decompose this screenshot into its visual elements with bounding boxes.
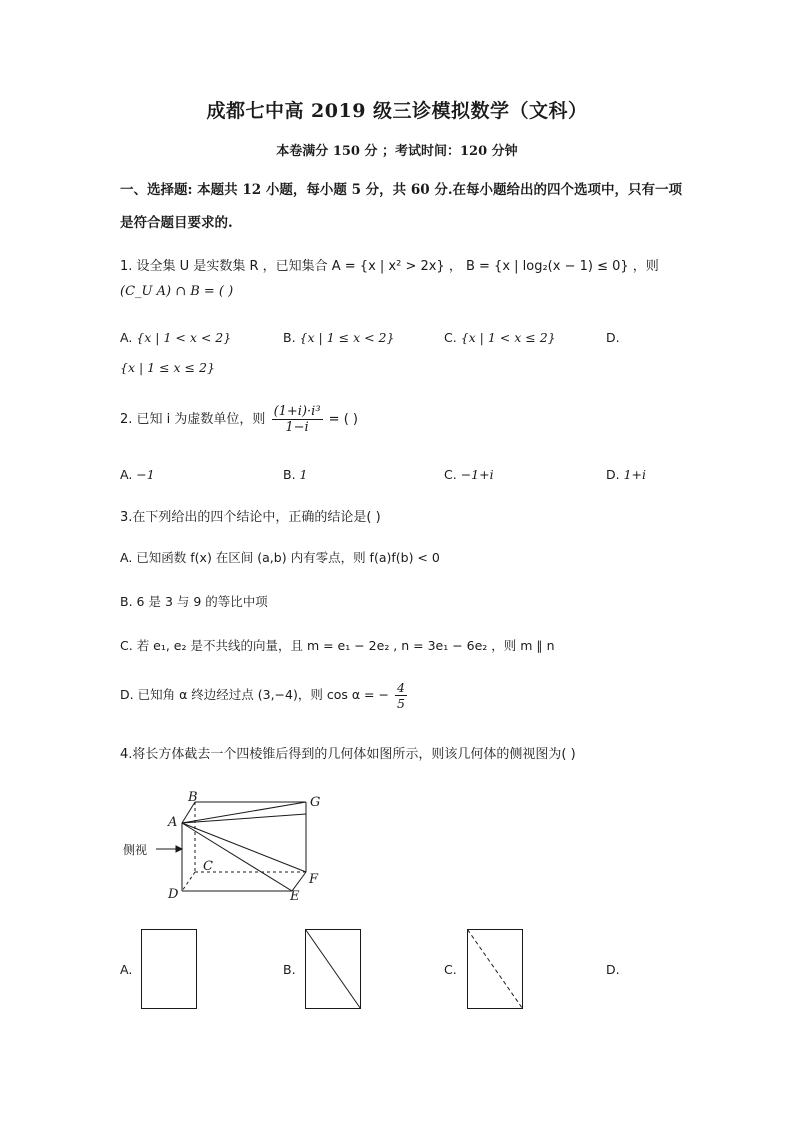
vertex-label-b: B: [188, 790, 198, 805]
option-text: 6 是 3 与 9 的等比中项: [136, 594, 268, 609]
option-text: 已知角 α 终边经过点 (3,−4)，则 cos α = −: [137, 687, 389, 702]
question-4-option-c-label: C.: [444, 962, 457, 977]
vertex-label-c: C: [203, 859, 213, 874]
option-text: {x | 1 < x ≤ 2}: [460, 330, 556, 345]
option-label: D.: [120, 687, 134, 702]
vertex-label-d: D: [168, 887, 179, 902]
fraction-denominator: 1−i: [285, 420, 309, 435]
option-label: D.: [606, 467, 620, 482]
question-1-option-d-label: D.: [606, 330, 620, 345]
option-label: B.: [283, 467, 296, 482]
question-3-option-d: [120, 680, 409, 711]
vertex-label-f: F: [309, 872, 319, 887]
option-text: 1: [299, 467, 308, 482]
option-label: B.: [120, 594, 133, 609]
section-instructions-line1: 一、选择题: 本题共 12 小题，每小题 5 分，共 60 分.在每小题给出的四个选项中，只有一项: [120, 182, 683, 198]
side-view-label: 侧视: [123, 843, 148, 857]
question-1-option-c: [444, 330, 556, 345]
question-4-solid-figure: [110, 786, 350, 906]
vertex-label-g: G: [310, 795, 321, 810]
question-2-option-b: [283, 467, 308, 482]
question-1-stem-line1: 1. 设全集 U 是实数集 R ，已知集合 A = {x | x² > 2x} ， B = {x | log₂(x − 1) ≤ 0} ，则: [120, 259, 659, 274]
question-4-option-a-label: A.: [120, 962, 133, 977]
question-4-option-b-label: B.: [283, 962, 296, 977]
question-2-prefix: 2. 已知 i 为虚数单位，则: [120, 412, 266, 427]
question-2-option-d: [606, 467, 646, 482]
option-label: C.: [120, 638, 133, 653]
question-4-option-a-figure: [141, 929, 197, 1009]
option-text: −1: [136, 467, 155, 482]
question-3-stem: 3.在下列给出的四个结论中，正确的结论是( ): [120, 510, 381, 525]
option-label: A.: [120, 467, 133, 482]
question-3-option-b: [120, 592, 268, 610]
section-instructions-line2: 是符合题目要求的.: [120, 215, 233, 231]
question-1-stem-line2: (C_U A) ∩ B = ( ): [120, 284, 234, 299]
option-label: A.: [120, 330, 133, 345]
question-1-option-d-text: {x | 1 ≤ x ≤ 2}: [120, 360, 215, 375]
question-4-option-d-label: D.: [606, 962, 620, 977]
option-d-fraction: [395, 680, 407, 711]
fraction-denominator: 5: [396, 696, 405, 711]
option-text: 若 e₁, e₂ 是不共线的向量，且 m = e₁ − 2e₂ , n = 3e₁ − 6e₂ ，则 m ∥ n: [136, 638, 555, 653]
option-text: −1+i: [460, 467, 494, 482]
question-4-stem: 4.将长方体截去一个四棱锥后得到的几何体如图所示，则该几何体的侧视图为( ): [120, 747, 576, 762]
question-4-option-b-figure: [305, 929, 361, 1009]
option-text: 已知函数 f(x) 在区间 (a,b) 内有零点，则 f(a)f(b) < 0: [136, 550, 440, 565]
page-subtitle: 本卷满分 150 分 ；考试时间：120 分钟: [276, 144, 518, 159]
question-2-option-c: [444, 467, 494, 482]
question-2-option-a: [120, 467, 155, 482]
question-3-option-c: [120, 636, 555, 654]
option-text: {x | 1 < x < 2}: [136, 330, 232, 345]
question-2-fraction: [272, 404, 323, 435]
question-1-option-a: [120, 330, 231, 345]
fraction-numerator: 4: [396, 680, 405, 695]
option-text: {x | 1 ≤ x < 2}: [299, 330, 395, 345]
option-label: C.: [444, 330, 457, 345]
fraction-numerator: (1+i)·i³: [273, 404, 321, 419]
option-label: B.: [283, 330, 296, 345]
question-4-option-c-figure: [467, 929, 523, 1009]
option-text: 1+i: [623, 467, 647, 482]
vertex-label-e: E: [290, 889, 300, 904]
question-2-suffix: = ( ): [328, 412, 358, 427]
page-title: 成都七中高 2019 级三诊模拟数学（文科）: [206, 100, 588, 122]
option-label: C.: [444, 467, 457, 482]
question-2-stem: [120, 404, 358, 435]
question-3-option-a: [120, 548, 440, 566]
option-label: A.: [120, 550, 133, 565]
vertex-label-a: A: [168, 815, 178, 830]
question-1-option-b: [283, 330, 394, 345]
